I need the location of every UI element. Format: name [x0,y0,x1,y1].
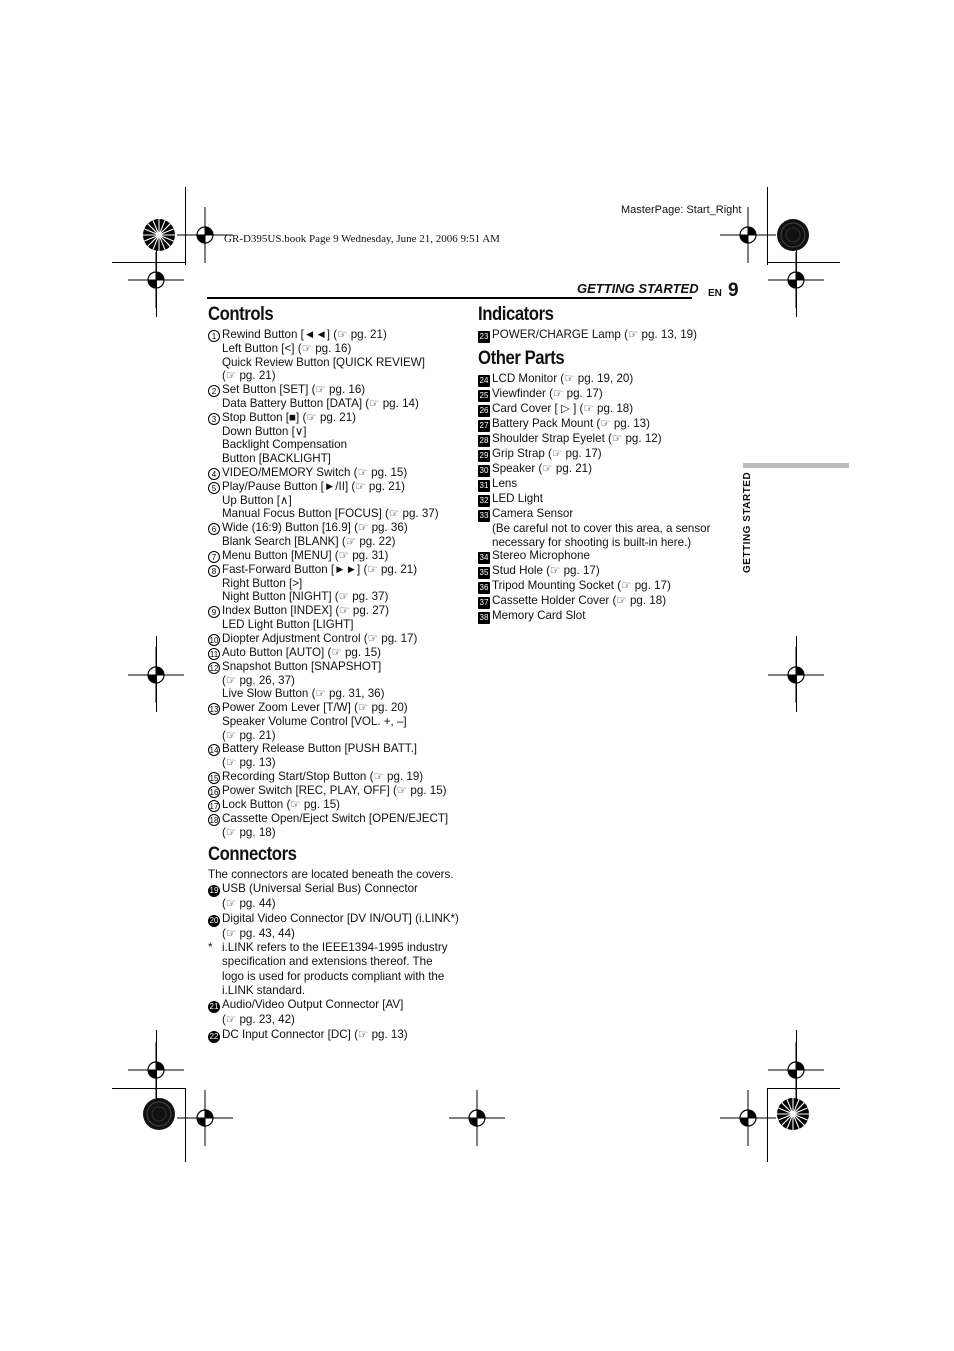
item-text: POWER/CHARGE Lamp (☞ pg. 13, 19) [492,328,697,341]
item-text: Power Switch [REC, PLAY, OFF] (☞ pg. 15) [222,783,447,797]
item-number-badge: 30 [479,466,489,475]
list-item [478,372,740,387]
list-item [478,549,740,564]
item-text: Index Button [INDEX] (☞ pg. 27) [222,603,389,617]
item-number-badge: 18 [209,815,219,825]
list-item [208,328,478,342]
item-number-badge: 16 [209,787,219,797]
item-text: Shoulder Strap Eyelet (☞ pg. 12) [492,432,662,445]
item-text: (☞ pg. 18) [222,825,276,839]
item-text: Auto Button [AUTO] (☞ pg. 15) [222,645,382,659]
item-number-badge: 29 [479,451,489,460]
indicators-heading: Indicators [478,304,554,325]
item-text: VIDEO/MEMORY Switch (☞ pg. 15) [222,465,408,479]
list-item [208,784,478,798]
item-number-badge: 33 [479,511,489,520]
item-number-badge: 8 [208,565,220,577]
item-text: Stop Button [■] (☞ pg. 21) [222,410,357,424]
item-number-badge: 10 [209,635,219,645]
item-number-badge: 25 [479,391,489,400]
item-number-badge: 2 [208,385,220,397]
item-text: Live Slow Button (☞ pg. 31, 36) [222,687,385,701]
list-item-continuation [208,438,478,452]
item-number-badge: 6 [208,523,220,535]
list-item [208,798,478,812]
item-text: Lens [492,477,518,490]
item-text: (☞ pg. 21) [222,369,276,383]
list-item [208,660,478,674]
item-text: logo is used for products compliant with the [222,969,445,983]
list-item-continuation [208,618,478,632]
item-number-badge: 36 [479,583,489,593]
list-item [478,477,740,492]
item-number-badge: 27 [479,421,489,430]
connectors-list [208,882,478,1042]
item-text: Diopter Adjustment Control (☞ pg. 17) [222,631,418,645]
other-parts-heading: Other Parts [478,348,565,369]
list-item [478,507,740,522]
item-text: Camera Sensor [492,507,574,520]
list-item-continuation [208,897,478,911]
item-text: Quick Review Button [QUICK REVIEW] [222,355,425,369]
master-page-label: MasterPage: Start_Right [621,204,742,216]
item-number-badge: 38 [479,613,489,623]
list-item [478,432,740,447]
item-number-badge: 7 [208,551,220,563]
item-number-badge: 3 [208,413,220,425]
list-item-continuation [208,826,478,840]
list-item-continuation [208,984,478,998]
footnote-asterisk: * [208,941,213,955]
list-item [478,387,740,402]
list-item-continuation [208,590,478,604]
item-number-badge: 22 [209,1031,219,1041]
item-text: Backlight Compensation [222,438,348,452]
list-item [478,462,740,477]
item-text: (Be careful not to cover this area, a sensor [492,522,711,535]
list-item-continuation [208,535,478,549]
list-item-continuation [208,756,478,770]
item-text: (☞ pg. 23, 42) [222,1013,295,1027]
item-number-badge: 4 [208,468,220,480]
item-text: Tripod Mounting Socket (☞ pg. 17) [492,579,671,593]
list-item [208,411,478,425]
list-item-continuation [208,927,478,941]
list-item-continuation [208,1013,478,1027]
item-text: Cassette Open/Eject Switch [OPEN/EJECT] [222,811,449,825]
list-item [208,549,478,563]
header-rule [207,297,692,299]
item-text: Down Button [∨] [222,424,307,438]
item-number-badge: 34 [479,553,489,563]
item-text: Play/Pause Button [►/II] (☞ pg. 21) [222,479,405,493]
running-header-section: GETTING STARTED [577,281,699,296]
item-text: Speaker (☞ pg. 21) [492,462,592,475]
item-text: Speaker Volume Control [VOL. +, –] [222,714,407,728]
list-item [208,563,478,577]
list-item [478,564,740,579]
list-item-continuation [478,522,740,536]
list-item [208,646,478,660]
item-text: Stereo Microphone [492,549,590,563]
list-item-continuation [208,342,478,356]
item-number-badge: 37 [479,598,489,608]
right-column [478,304,740,624]
item-text: Memory Card Slot [492,609,586,623]
item-number-badge: 28 [479,436,489,445]
item-number-badge: 5 [208,482,220,494]
item-number-badge: 1 [208,330,220,342]
item-text: LCD Monitor (☞ pg. 19, 20) [492,372,634,385]
list-item [478,328,740,343]
list-item [208,521,478,535]
item-text: DC Input Connector [DC] (☞ pg. 13) [222,1027,408,1041]
list-item [478,609,740,624]
list-item-continuation [208,687,478,701]
item-text: LED Light [492,492,543,505]
list-item [208,632,478,646]
item-number-badge: 14 [209,746,219,756]
item-text: (☞ pg. 43, 44) [222,926,295,940]
item-text: i.LINK standard. [222,983,306,997]
list-item [478,492,740,507]
list-item-continuation [208,425,478,439]
list-item-continuation [208,507,478,521]
list-item [208,466,478,480]
item-number-badge: 35 [479,568,489,578]
list-item-continuation [208,452,478,466]
item-text: Right Button [>] [222,576,303,590]
item-number-badge: 24 [479,376,489,385]
item-text: Viewfinder (☞ pg. 17) [492,387,603,400]
list-item [478,402,740,417]
item-text: Night Button [NIGHT] (☞ pg. 37) [222,590,389,604]
page-number: 9 [728,280,739,301]
list-item-continuation [208,356,478,370]
list-item-continuation [208,577,478,591]
item-text: Up Button [∧] [222,493,292,507]
language-tag: EN [708,288,722,299]
book-slug: GR-D395US.book Page 9 Wednesday, June 21, 2006 9:51 AM [224,233,500,245]
item-text: Lock Button (☞ pg. 15) [222,797,341,811]
item-text: Left Button [<] (☞ pg. 16) [222,342,352,355]
item-text: Fast-Forward Button [►►] (☞ pg. 21) [222,562,418,576]
list-item-continuation [208,729,478,743]
list-item [208,742,478,756]
item-text: necessary for shooting is built-in here.) [492,535,692,549]
list-item-continuation [208,941,478,955]
item-text: Audio/Video Output Connector [AV] [222,998,404,1012]
list-item [208,998,478,1013]
item-text: Data Battery Button [DATA] (☞ pg. 14) [222,396,419,410]
list-item-continuation [208,369,478,383]
item-text: i.LINK refers to the IEEE1394-1995 industry [222,941,448,955]
list-item-continuation [208,955,478,969]
item-text: Cassette Holder Cover (☞ pg. 18) [492,594,667,608]
item-number-badge: 23 [479,332,489,341]
item-text: USB (Universal Serial Bus) Connector [222,882,418,896]
list-item [208,1028,478,1043]
item-text: Rewind Button [◄◄] (☞ pg. 21) [222,328,387,341]
item-number-badge: 11 [209,649,219,659]
item-text: Stud Hole (☞ pg. 17) [492,564,600,578]
list-item [208,882,478,897]
item-number-badge: 26 [479,406,489,415]
item-text: Battery Pack Mount (☞ pg. 13) [492,417,650,430]
item-number-badge: 31 [479,481,489,490]
list-item-continuation [208,970,478,984]
item-text: Snapshot Button [SNAPSHOT] [222,659,382,673]
side-tab-bar [743,463,849,468]
item-number-badge: 17 [209,801,219,811]
item-number-badge: 21 [209,1002,219,1012]
list-item [478,594,740,609]
item-text: Power Zoom Lever [T/W] (☞ pg. 20) [222,700,408,714]
side-tab-label: GETTING STARTED [742,471,753,573]
item-text: Battery Release Button [PUSH BATT.] [222,742,418,756]
connectors-heading: Connectors [208,844,297,866]
list-item-continuation [208,494,478,508]
item-text: Button [BACKLIGHT] [222,451,331,465]
list-item [208,604,478,618]
item-text: Card Cover [ ▷ ] (☞ pg. 18) [492,402,634,415]
item-text: LED Light Button [LIGHT] [222,617,354,631]
item-text: (☞ pg. 26, 37) [222,673,295,687]
item-text: Menu Button [MENU] (☞ pg. 31) [222,548,389,562]
item-number-badge: 12 [209,663,219,673]
controls-heading: Controls [208,304,274,325]
item-number-badge: 9 [208,606,220,618]
list-item [208,812,478,826]
list-item [208,701,478,715]
indicators-list [478,328,740,343]
item-number-badge: 32 [479,496,489,505]
item-text: (☞ pg. 13) [222,756,276,770]
list-item [478,417,740,432]
item-number-badge: 20 [209,915,219,925]
item-text: Blank Search [BLANK] (☞ pg. 22) [222,534,396,548]
item-text: Grip Strap (☞ pg. 17) [492,447,602,460]
item-text: (☞ pg. 44) [222,897,276,911]
other-parts-list [478,372,740,624]
list-item [208,383,478,397]
item-number-badge: 13 [209,704,219,714]
list-item-continuation [208,674,478,688]
list-item [208,480,478,494]
list-item-continuation [208,715,478,729]
list-item-continuation [208,397,478,411]
list-item [208,912,478,927]
list-item [478,447,740,462]
item-text: specification and extensions thereof. The [222,955,433,969]
item-number-badge: 19 [209,886,219,896]
item-text: Recording Start/Stop Button (☞ pg. 19) [222,769,424,783]
left-column [208,304,478,1043]
list-item [208,770,478,784]
item-text: Manual Focus Button [FOCUS] (☞ pg. 37) [222,507,439,521]
item-number-badge: 15 [209,773,219,783]
list-item [478,579,740,594]
list-item-continuation [478,536,740,550]
item-text: Wide (16:9) Button [16.9] (☞ pg. 36) [222,520,408,534]
item-text: Digital Video Connector [DV IN/OUT] (i.LINK*) [222,911,459,925]
item-text: Set Button [SET] (☞ pg. 16) [222,382,366,396]
connectors-intro: The connectors are located beneath the covers. [208,868,454,882]
item-text: (☞ pg. 21) [222,728,276,742]
controls-list [208,328,478,839]
